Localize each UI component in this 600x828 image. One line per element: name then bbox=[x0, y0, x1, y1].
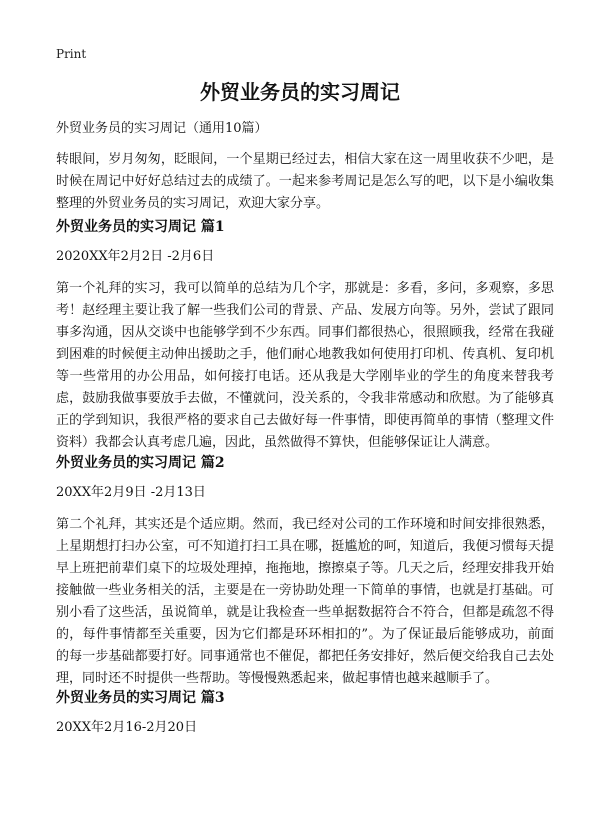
section-body-2: 第二个礼拜，其实还是个适应期。然而，我已经对公司的工作环境和时间安排很熟悉，上星期想打扫办公室，可不知道打扫工具在哪，挺尴尬的呵，知道后，我便习惯每天提早上班把前辈们桌下的垃圾处理掉，拖拖地，擦擦桌子等。几天之后，经理安排我开始接触做一些业务相关的活，主要是在一旁协助处理一下简单的事情，也就是打基础。可别小看了这些活，虽说简单，就是让我检查一些单据数据符合不符合，但都是疏忽不得的，每件事情都至关重要，因为它们都是环环相扣的”。为了保证最后能够成功，前面的每一步基础都要打好。同事通常也不催促，都把任务安排好，然后便交给我自己去处理，同时还不时提供一些帮助。等慢慢熟悉起来，做起事情也越来越顺手了。 bbox=[56, 517, 554, 686]
section-heading-1: 外贸业务员的实习周记 篇1 bbox=[56, 219, 225, 235]
section-heading-2: 外贸业务员的实习周记 篇2 bbox=[56, 455, 225, 471]
intro-paragraph: 转眼间，岁月匆匆，眨眼间，一个星期已经过去，相信大家在这一周里收获不少吧，是时候在周记中好好总结过去的成绩了。一起来参考周记是怎么写的吧，以下是小编收集整理的外贸业务员的实习周记，欢迎大家分享。 bbox=[56, 152, 554, 211]
section-date-2: 20XX年2月9日 -2月13日 bbox=[56, 485, 206, 500]
section-date-1: 2020XX年2月2日 -2月6日 bbox=[56, 249, 215, 264]
print-link[interactable]: Print bbox=[56, 47, 87, 61]
page-title: 外贸业务员的实习周记 bbox=[200, 80, 400, 104]
section-heading-3: 外贸业务员的实习周记 篇3 bbox=[56, 690, 225, 706]
section-body-1: 第一个礼拜的实习，我可以简单的总结为几个字，那就是：多看，多问，多观察，多思考！赵经理主要让我了解一些我们公司的背景、产品、发展方向等。另外，尝试了跟同事多沟通，因从交谈中也能够学到不少东西。同事们都很热心，很照顾我，经常在我碰到困难的时候便主动伸出援助之手，他们耐心地教我如何使用打印机、传真机、复印机等一些常用的办公用品，如何接打电话。还从我是大学刚毕业的学生的角度来替我考虑，鼓励我做事要放手去做，不懂就问，没关系的，令我非常感动和欣慰。为了能够真正的学到知识，我很严格的要求自己去做好每一件事情，即使再简单的事情（整理文件资料）我都会认真考虑几遍，因此，虽然做得不算快，但能够保证让人满意。 bbox=[56, 281, 554, 450]
section-date-3: 20XX年2月16-2月20日 bbox=[56, 720, 198, 735]
document-subtitle: 外贸业务员的实习周记（通用10篇） bbox=[56, 121, 268, 136]
